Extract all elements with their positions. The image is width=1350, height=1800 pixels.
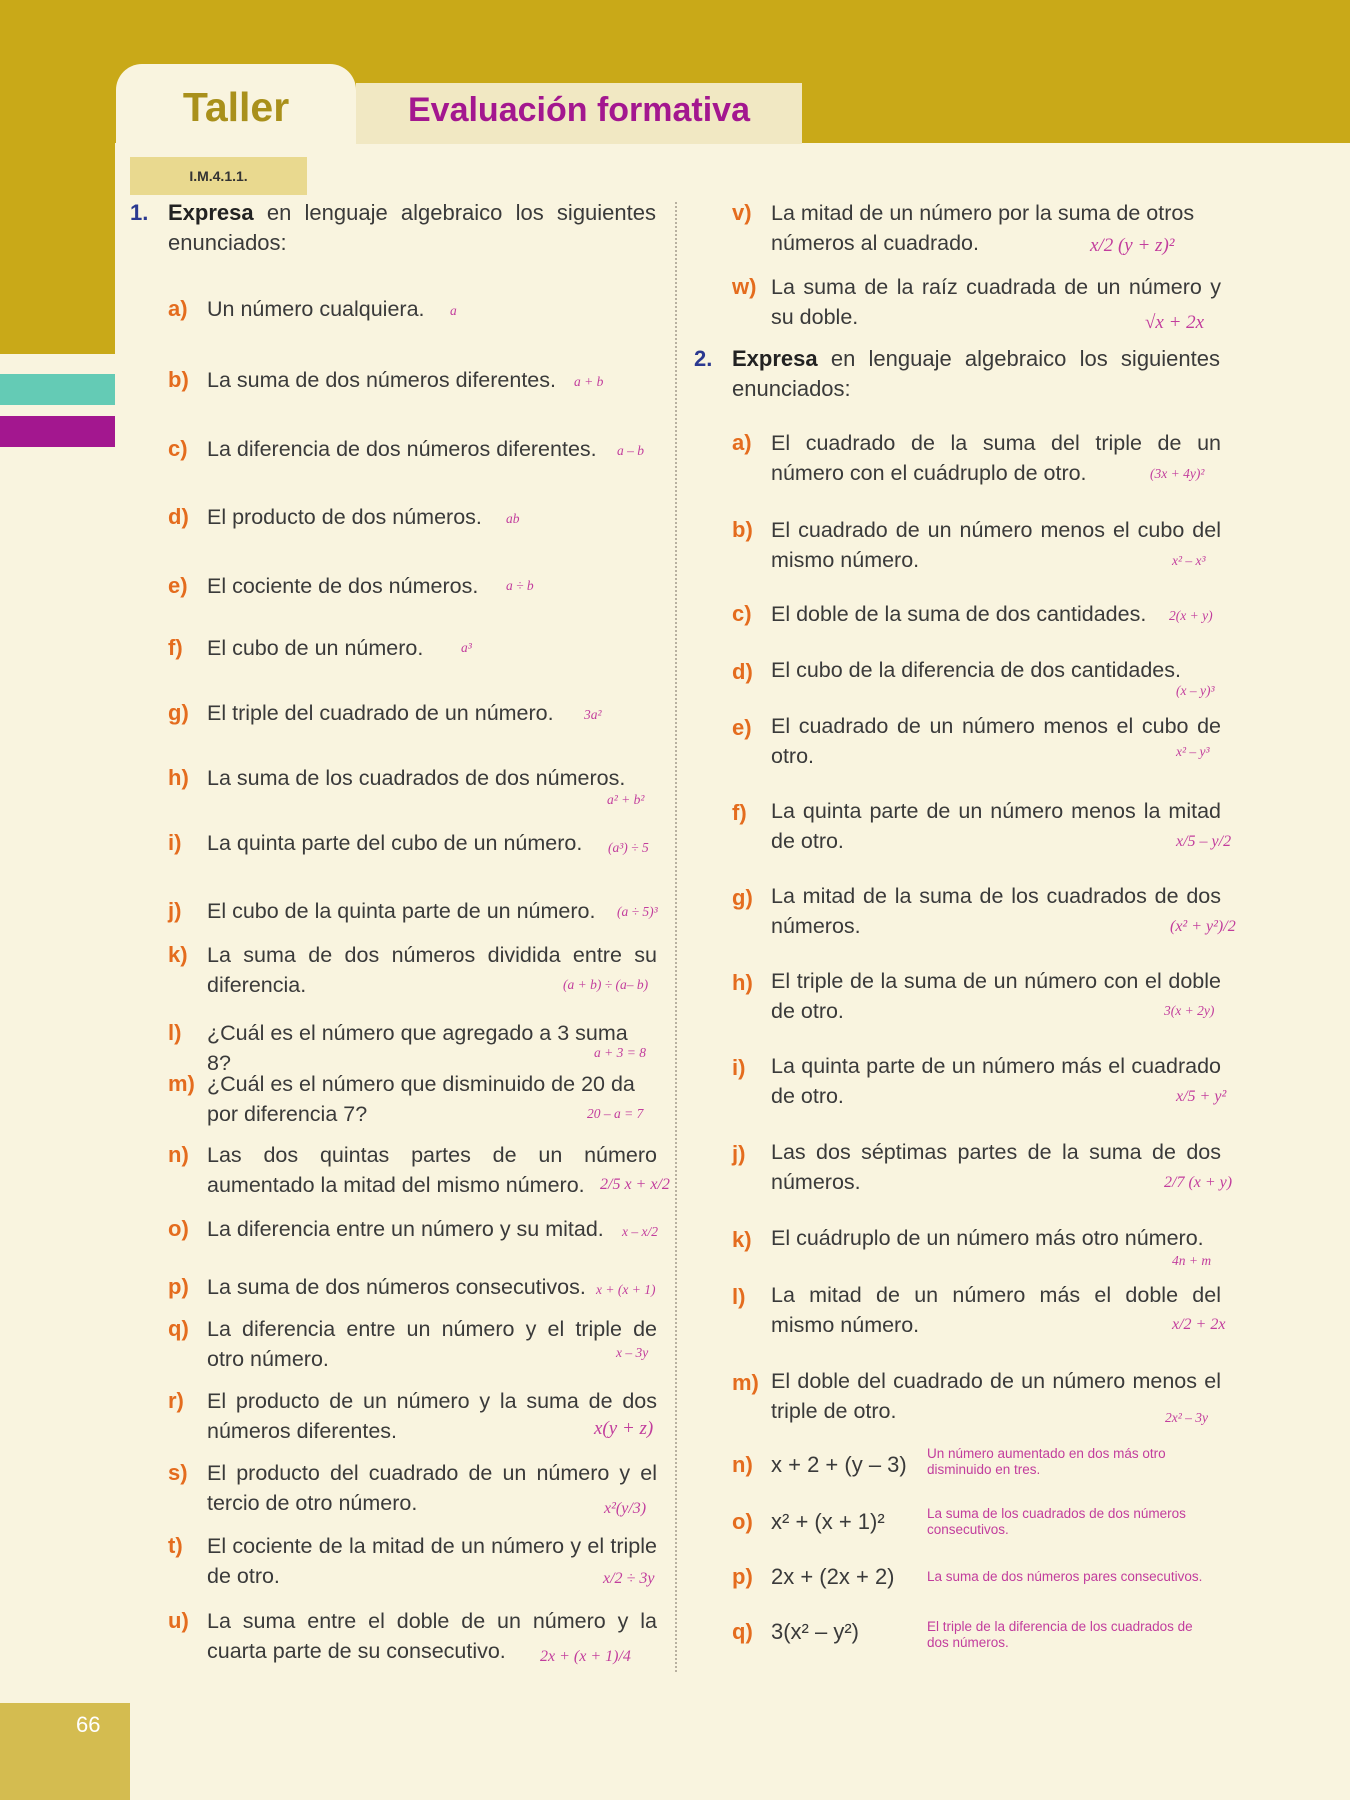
q1-item-text: Un número cualquiera. <box>207 297 425 321</box>
q1-item-letter: g) <box>168 700 189 725</box>
q2-item-description: La suma de los cuadrados de dos números consecutivos. <box>927 1506 1186 1537</box>
q1-item-letter: n) <box>168 1142 189 1167</box>
q2-item-answer: 2x² – 3y <box>1165 1410 1209 1425</box>
q1-item-text: La quinta parte del cubo de un número. <box>207 831 583 855</box>
q2-item-answer: x/2 + 2x <box>1172 1316 1226 1333</box>
page-number: 66 <box>76 1712 101 1737</box>
q2-item-text: La quinta parte de un número más el cuadrado de otro. <box>771 1054 1221 1108</box>
q2-item-text: El doble de la suma de dos cantidades. <box>771 602 1147 626</box>
q1-item-letter: m) <box>168 1071 195 1096</box>
q1-item-text: Las dos quintas partes de un número aumentado la mitad del mismo número. <box>207 1143 657 1197</box>
q1-item-letter: i) <box>168 830 182 855</box>
q1-item-answer: a² + b² <box>607 792 645 807</box>
q1-item-text: La diferencia entre un número y el triple de otro número. <box>207 1317 657 1371</box>
q1-item-letter: k) <box>168 942 188 967</box>
q1-item-letter: c) <box>168 436 188 461</box>
q2-item-answer: x/5 – y/2 <box>1176 833 1232 850</box>
q1-item-text: La diferencia entre un número y su mitad. <box>207 1217 604 1241</box>
q2-item-text: El triple de la suma de un número con el doble de otro. <box>771 969 1221 1023</box>
q2-item-description: Un número aumentado en dos más otro disminuido en tres. <box>927 1446 1166 1477</box>
q1-item-letter: t) <box>168 1533 183 1558</box>
q1-item-text: La mitad de un número por la suma de otros números al cuadrado. <box>771 201 1195 255</box>
q2-item-letter: c) <box>732 601 752 626</box>
q1-item-letter: u) <box>168 1608 189 1633</box>
q2-item-text: El doble del cuadrado de un número menos el triple de otro. <box>771 1369 1221 1423</box>
question-2-statement <box>732 344 1220 404</box>
question-1-text: en lenguaje algebraico los siguientes enunciados: <box>168 200 656 255</box>
q1-item-answer: a + 3 = 8 <box>594 1045 646 1060</box>
q1-item-answer: 2/5 x + x/2 <box>600 1176 670 1193</box>
q2-item-letter: n) <box>732 1452 753 1477</box>
q1-item-text: El producto del cuadrado de un número y el tercio de otro número. <box>207 1461 657 1515</box>
q2-item-description: La suma de dos números pares consecutivos. <box>927 1569 1203 1584</box>
q1-item-answer: a – b <box>617 443 644 458</box>
q2-item-answer: x/5 + y² <box>1176 1088 1227 1105</box>
workshop-label: Taller <box>182 84 290 130</box>
q2-item-text: El cuadrado de la suma del triple de un número con el cuádruplo de otro. <box>771 431 1221 485</box>
q2-item-letter: m) <box>732 1370 759 1395</box>
q2-item-letter: l) <box>732 1284 746 1309</box>
section-title: Evaluación formativa <box>407 91 750 129</box>
q2-item-expression: 2x + (2x + 2) <box>771 1564 895 1589</box>
q1-item-letter: d) <box>168 504 189 529</box>
q2-item-text: El cuádruplo de un número más otro número. <box>771 1226 1204 1250</box>
question-2-verb: Expresa <box>732 346 818 371</box>
q2-item-answer: (3x + 4y)² <box>1150 466 1205 481</box>
q1-item-answer: x/2 ÷ 3y <box>603 1570 655 1587</box>
question-2-text: en lenguaje algebraico los siguientes enunciados: <box>732 346 1220 401</box>
q2-item-text: El cubo de la diferencia de dos cantidades. <box>771 658 1181 682</box>
q1-item-answer: ab <box>506 511 520 526</box>
q2-item-description: El triple de la diferencia de los cuadrados de dos números. <box>927 1619 1193 1650</box>
q1-item-letter: q) <box>168 1316 189 1341</box>
q2-item-text: El cuadrado de un número menos el cubo del mismo número. <box>771 518 1221 572</box>
q1-item-text: El cociente de la mitad de un número y el triple de otro. <box>207 1534 657 1588</box>
q2-item-letter: d) <box>732 659 753 684</box>
q1-item-answer: 3a² <box>584 707 602 722</box>
q1-item-text: La suma de dos números consecutivos. <box>207 1275 586 1299</box>
q1-item-text: La diferencia de dos números diferentes. <box>207 437 597 461</box>
q1-item-letter: p) <box>168 1274 189 1299</box>
q1-item-text: La suma entre el doble de un número y la cuarta parte de su consecutivo. <box>207 1609 657 1663</box>
q1-item-answer: (a ÷ 5)³ <box>617 904 658 919</box>
question-1-number: 1. <box>130 200 149 225</box>
q1-item-answer: a³ <box>461 640 472 655</box>
q2-item-expression: x + 2 + (y – 3) <box>771 1452 907 1477</box>
q1-item-text: El cubo de la quinta parte de un número. <box>207 899 596 923</box>
q1-item-letter: s) <box>168 1460 188 1485</box>
footer-box <box>0 1703 130 1800</box>
q2-item-text: Las dos séptimas partes de la suma de dos números. <box>771 1140 1221 1194</box>
column-divider <box>675 202 677 1672</box>
q2-item-answer: (x – y)³ <box>1176 683 1215 698</box>
q2-item-text: La quinta parte de un número menos la mitad de otro. <box>771 799 1221 853</box>
q2-item-letter: q) <box>732 1619 753 1644</box>
q1-item-answer: x/2 (y + z)² <box>1090 235 1175 256</box>
q2-item-letter: h) <box>732 970 753 995</box>
q1-item-answer: 2x + (x + 1)/4 <box>540 1648 631 1665</box>
q2-item-answer: x² – y³ <box>1176 744 1210 759</box>
q2-item-expression: x² + (x + 1)² <box>771 1509 885 1534</box>
q1-item-answer: √x + 2x <box>1145 312 1205 333</box>
indicator-code-badge: I.M.4.1.1. <box>130 157 307 195</box>
q1-item-text: ¿Cuál es el número que agregado a 3 suma 8? <box>207 1021 628 1075</box>
q1-item-answer: x(y + z) <box>594 1418 654 1439</box>
question-1-statement <box>168 198 656 258</box>
q1-item-letter: e) <box>168 573 188 598</box>
q1-item-answer: x – x/2 <box>622 1224 658 1239</box>
q1-item-text: La suma de dos números diferentes. <box>207 368 556 392</box>
q2-item-answer: 3(x + 2y) <box>1164 1003 1215 1018</box>
q2-item-expression: 3(x² – y²) <box>771 1619 859 1644</box>
q1-item-letter: w) <box>732 274 757 299</box>
q2-item-letter: b) <box>732 517 753 542</box>
q2-item-letter: a) <box>732 430 752 455</box>
question-2-number: 2. <box>694 346 713 371</box>
q1-item-letter: a) <box>168 296 188 321</box>
q2-item-letter: o) <box>732 1509 753 1534</box>
q1-item-letter: b) <box>168 367 189 392</box>
q2-item-letter: i) <box>732 1055 746 1080</box>
q2-item-letter: f) <box>732 800 747 825</box>
q1-item-letter: j) <box>168 898 182 923</box>
q1-item-text: La suma de dos números dividida entre su diferencia. <box>207 943 657 997</box>
q2-item-letter: k) <box>732 1227 752 1252</box>
q2-item-answer: 2(x + y) <box>1169 608 1213 623</box>
q1-item-letter: o) <box>168 1216 189 1241</box>
q1-item-text: ¿Cuál es el número que disminuido de 20 da por diferencia 7? <box>207 1072 635 1126</box>
q1-item-answer: a <box>450 303 457 318</box>
q1-item-text: La suma de la raíz cuadrada de un número y su doble. <box>771 275 1221 329</box>
side-band <box>0 143 115 354</box>
q1-item-answer: x²(y/3) <box>604 1500 647 1517</box>
q2-item-letter: g) <box>732 885 753 910</box>
q1-item-answer: x + (x + 1) <box>596 1282 656 1297</box>
q1-item-answer: (a³) ÷ 5 <box>608 840 649 855</box>
q1-item-letter: l) <box>168 1020 182 1045</box>
q1-item-text: El cubo de un número. <box>207 636 424 660</box>
q2-item-answer: (x² + y²)/2 <box>1170 918 1236 935</box>
q1-item-answer: x – 3y <box>616 1345 649 1360</box>
q1-item-text: El triple del cuadrado de un número. <box>207 701 554 725</box>
q2-item-answer: 2/7 (x + y) <box>1164 1174 1233 1191</box>
q1-item-answer: a ÷ b <box>506 578 534 593</box>
q1-item-text: La suma de los cuadrados de dos números. <box>207 766 626 790</box>
side-stripe-teal <box>0 374 115 405</box>
q1-item-text: El producto de un número y la suma de dos números diferentes. <box>207 1389 657 1443</box>
q2-item-letter: p) <box>732 1564 753 1589</box>
q2-item-letter: e) <box>732 715 752 740</box>
q1-item-letter: f) <box>168 635 183 660</box>
q2-item-text: La mitad de la suma de los cuadrados de dos números. <box>771 884 1221 938</box>
q2-item-text: La mitad de un número más el doble del mismo número. <box>771 1283 1221 1337</box>
q1-item-letter: h) <box>168 765 189 790</box>
q1-item-answer: a + b <box>574 374 604 389</box>
q2-item-text: El cuadrado de un número menos el cubo de otro. <box>771 714 1221 768</box>
q2-item-answer: 4n + m <box>1172 1253 1212 1268</box>
question-1-verb: Expresa <box>168 200 254 225</box>
q1-item-letter: v) <box>732 200 752 225</box>
q1-item-text: El producto de dos números. <box>207 505 482 529</box>
side-stripe-purple <box>0 416 115 447</box>
q1-item-answer: 20 – a = 7 <box>587 1106 644 1121</box>
q1-item-answer: (a + b) ÷ (a– b) <box>563 977 649 992</box>
q2-item-answer: x² – x³ <box>1172 553 1206 568</box>
q2-item-letter: j) <box>732 1141 746 1166</box>
q1-item-text: El cociente de dos números. <box>207 574 479 598</box>
q1-item-letter: r) <box>168 1388 184 1413</box>
